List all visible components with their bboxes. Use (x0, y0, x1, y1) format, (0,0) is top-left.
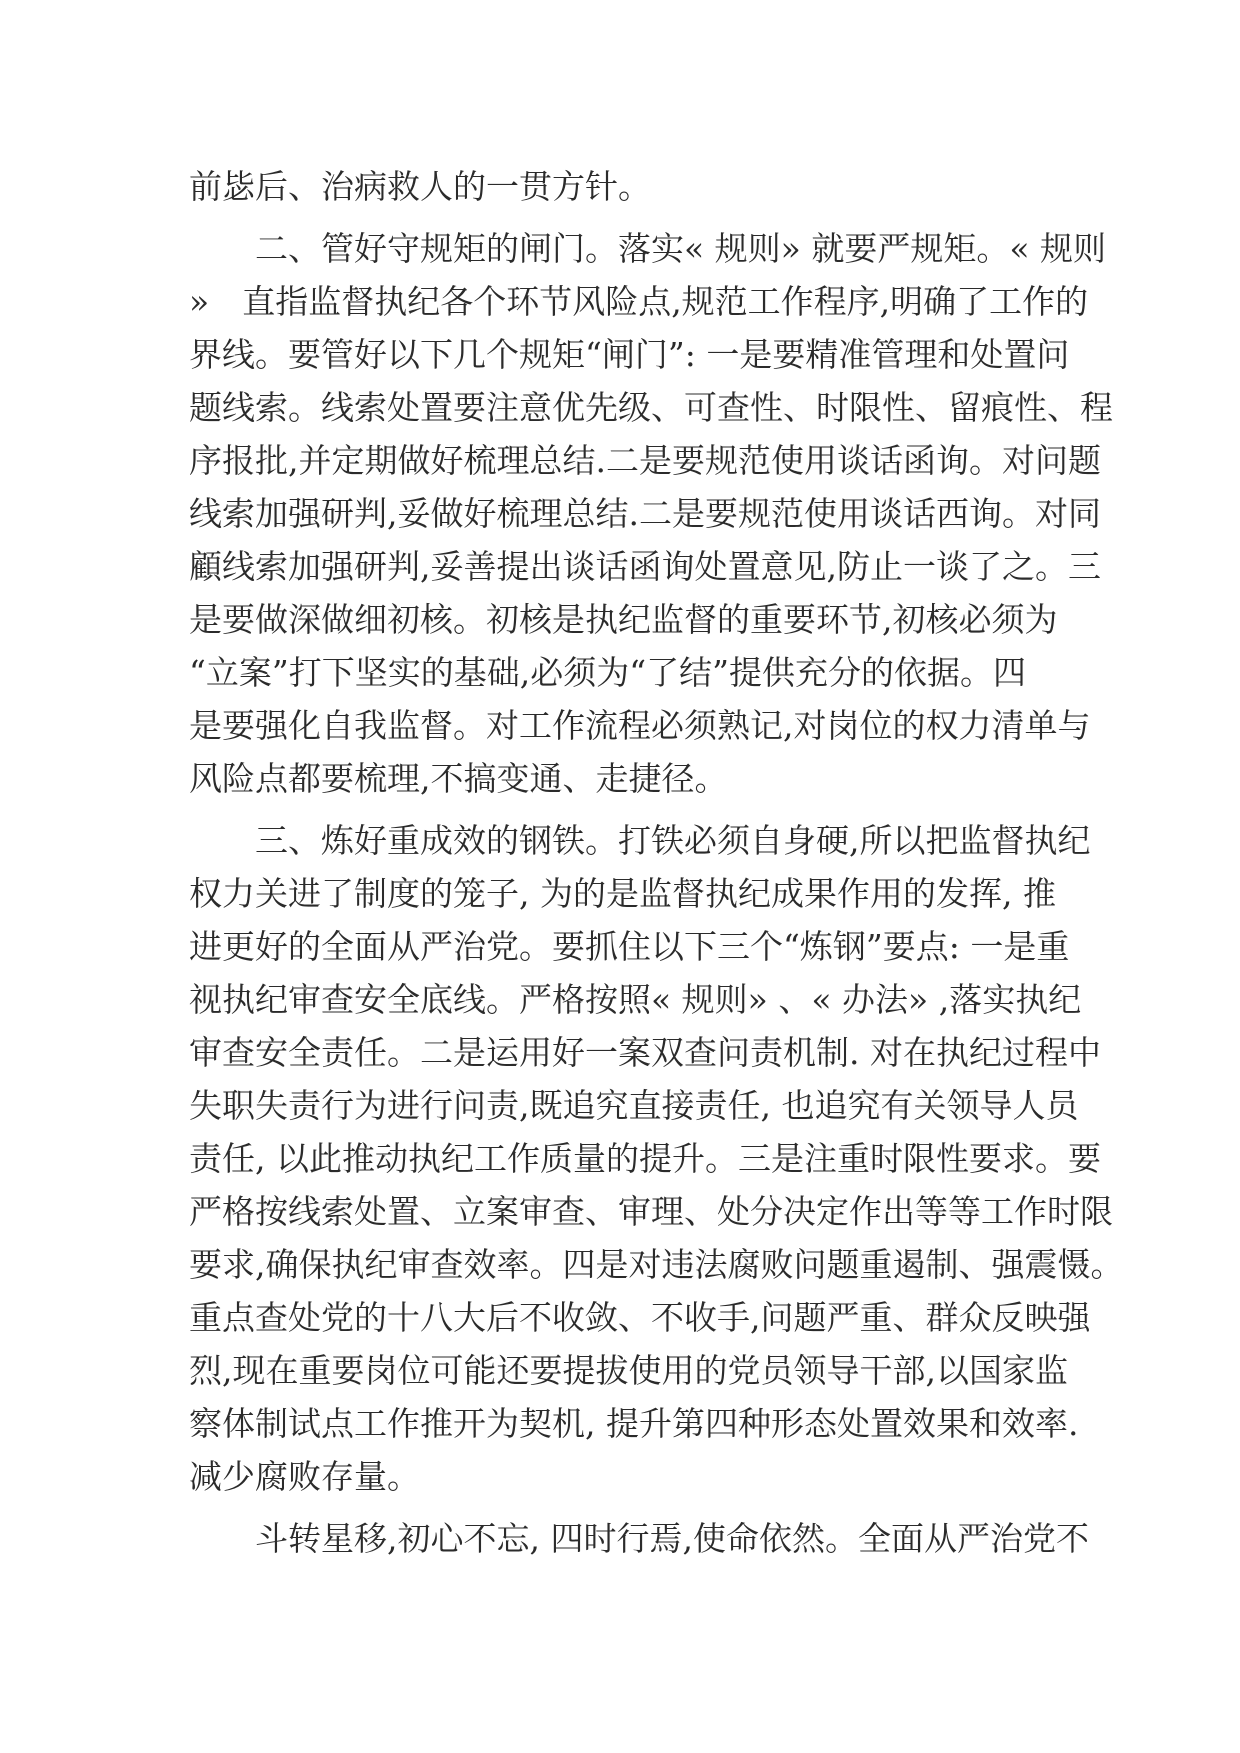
text-line-9: 是要做深做细初核。初核是执纪监督的重要环节,初核必须为 (189, 600, 1058, 639)
text-line-12: 风险点都要梳理,不搞变通、走捷径。 (189, 759, 728, 798)
paragraph-gap (189, 805, 1069, 814)
text-line-23: 烈,现在重要岗位可能还要提拔使用的党员领导干部,以国家监 (189, 1351, 1068, 1390)
text-line-14: 权力关进了制度的笼子, 为的是监督执纪成果作用的发挥, 推 (189, 874, 1056, 913)
text-line-24: 察体制试点工作推开为契机, 提升第四种形态处置效果和效率. (189, 1404, 1079, 1443)
text-line-3: » 直指监督执纪各个环节风险点,规范工作程序,明确了工作的 (189, 282, 1089, 321)
paragraph-gap (189, 1503, 1069, 1512)
body-text (189, 160, 1124, 1565)
text-line-10: “立案”打下坚实的基础,必须为“了结”提供充分的依据。四 (189, 653, 1026, 692)
text-line-21: 要求,确保执纪审查效率。四是对违法腐败问题重遏制、强震慑。 (189, 1245, 1124, 1284)
text-line-4: 界线。要管好以下几个规矩“闸门”: 一是要精准管理和处置问 (189, 335, 1070, 374)
text-line-18: 失职失责行为进行问责,既追究直接责任, 也追究有关领导人员 (189, 1086, 1079, 1125)
text-line-25: 减少腐败存量。 (189, 1457, 420, 1496)
text-line-1: 前毖后、治病救人的一贯方针。 (189, 167, 651, 206)
text-line-8: 顧线索加强研判,妥善提出谈话函询处置意见,防止一谈了之。三 (189, 547, 1101, 586)
text-line-17: 审查安全责任。二是运用好一案双查问责机制. 对在执纪过程中 (189, 1033, 1101, 1072)
text-line-15: 进更好的全面从严治党。要抓住以下三个“炼钢”要点: 一是重 (189, 927, 1070, 966)
text-line-7: 线索加强研判,妥做好梳理总结.二是要规范使用谈话西询。对同 (189, 494, 1101, 533)
text-line-22: 重点查处党的十八大后不收敛、不收手,问题严重、群众反映强 (189, 1298, 1091, 1337)
text-line-16: 视执纪审查安全底线。严格按照« 规则» 、« 办法» ,落实执纪 (189, 980, 1082, 1019)
text-line-26: 斗转星移,初心不忘, 四时行焉,使命依然。全面从严治党不 (189, 1519, 1089, 1558)
text-line-19: 责任, 以此推动执纪工作质量的提升。三是注重时限性要求。要 (189, 1139, 1101, 1178)
text-line-6: 序报批,并定期做好梳理总结.二是要规范使用谈话函询。对问题 (189, 441, 1101, 480)
text-line-2: 二、管好守规矩的闸门。落实« 规则» 就要严规矩。« 规则 (189, 229, 1107, 268)
text-line-5: 题线索。线索处置要注意优先级、可查性、时限性、留痕性、程 (189, 388, 1113, 427)
text-line-20: 严格按线索处置、立案审查、审理、处分决定作出等等工作时限 (189, 1192, 1113, 1231)
paragraph-gap (189, 213, 1069, 222)
text-line-13: 三、炼好重成效的钢铁。打铁必须自身硬,所以把监督执纪 (189, 821, 1091, 860)
text-line-11: 是要强化自我监督。对工作流程必须熟记,对岗位的权力清单与 (189, 706, 1091, 745)
